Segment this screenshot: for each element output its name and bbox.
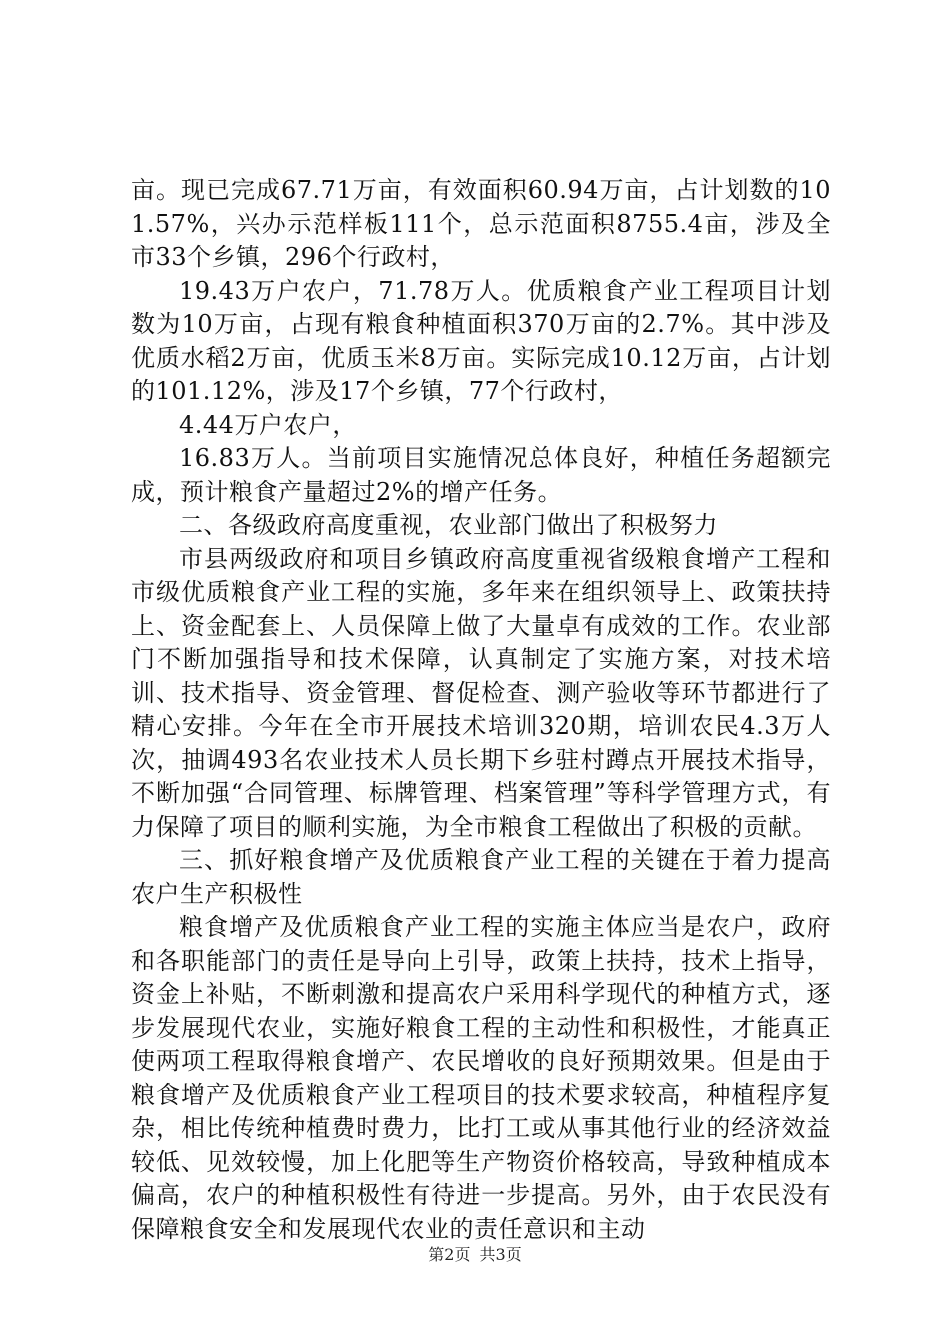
section-heading-2: 二、各级政府高度重视，农业部门做出了积极努力 xyxy=(179,511,718,539)
paragraph-1: 亩。现已完成67.71万亩，有效面积60.94万亩，占计划数的101.57%，兴办示范样板111个，总示范面积8755.4亩，涉及全市33个乡镇，296个行政村， xyxy=(131,176,831,271)
page-total: 共3页 xyxy=(479,1245,522,1264)
document-body xyxy=(131,174,831,1246)
paragraph-2: 19.43万户农户，71.78万人。优质粮食产业工程项目计划数为10万亩，占现有粮食种植面积370万亩的2.7%。其中涉及优质水稻2万亩，优质玉米8万亩。实际完成10.12万亩，占计划的101.12%，涉及17个乡镇，77个行政村， xyxy=(131,276,831,405)
section-heading-3: 三、抓好粮食增产及优质粮食产业工程的关键在于着力提高农户生产积极性 xyxy=(131,846,831,908)
page-number: 第2页 xyxy=(428,1245,471,1264)
paragraph-8: 粮食增产及优质粮食产业工程的实施主体应当是农户，政府和各职能部门的责任是导向上引导，政策上扶持，技术上指导，资金上补贴，不断刺激和提高农户采用科学现代的种植方式，逐步发展现代农业，实施好粮食工程的主动性和积极性，才能真正使两项工程取得粮食增产、农民增收的良好预期效果。但是由于粮食增产及优质粮食产业工程项目的技术要求较高，种植程序复杂，相比传统种植费时费力，比打工或从事其他行业的经济效益较低、见效较慢，加上化肥等生产物资价格较高，导致种植成本偏高，农户的种植积极性有待进一步提高。另外，由于农民没有保障粮食安全和发展现代农业的责任意识和主动 xyxy=(131,913,831,1243)
paragraph-3: 4.44万户农户， xyxy=(179,410,357,439)
paragraph-6: 市县两级政府和项目乡镇政府高度重视省级粮食增产工程和市级优质粮食产业工程的实施，多年来在组织领导上、政策扶持上、资金配套上、人员保障上做了大量卓有成效的工作。农业部门不断加强指导和技术保障，认真制定了实施方案，对技术培训、技术指导、资金管理、督促检查、测产验收等环节都进行了精心安排。今年在全市开展技术培训320期，培训农民4.3万人次，抽调493名农业技术人员长期下乡驻村蹲点开展技术指导，不断加强“合同管理、标牌管理、档案管理”等科学管理方式，有力保障了项目的顺利实施，为全市粮食工程做出了积极的贡献。 xyxy=(131,544,831,841)
page-footer xyxy=(0,1242,950,1265)
paragraph-4: 16.83万人。当前项目实施情况总体良好，种植任务超额完成，预计粮食产量超过2%的增产任务。 xyxy=(131,444,831,506)
